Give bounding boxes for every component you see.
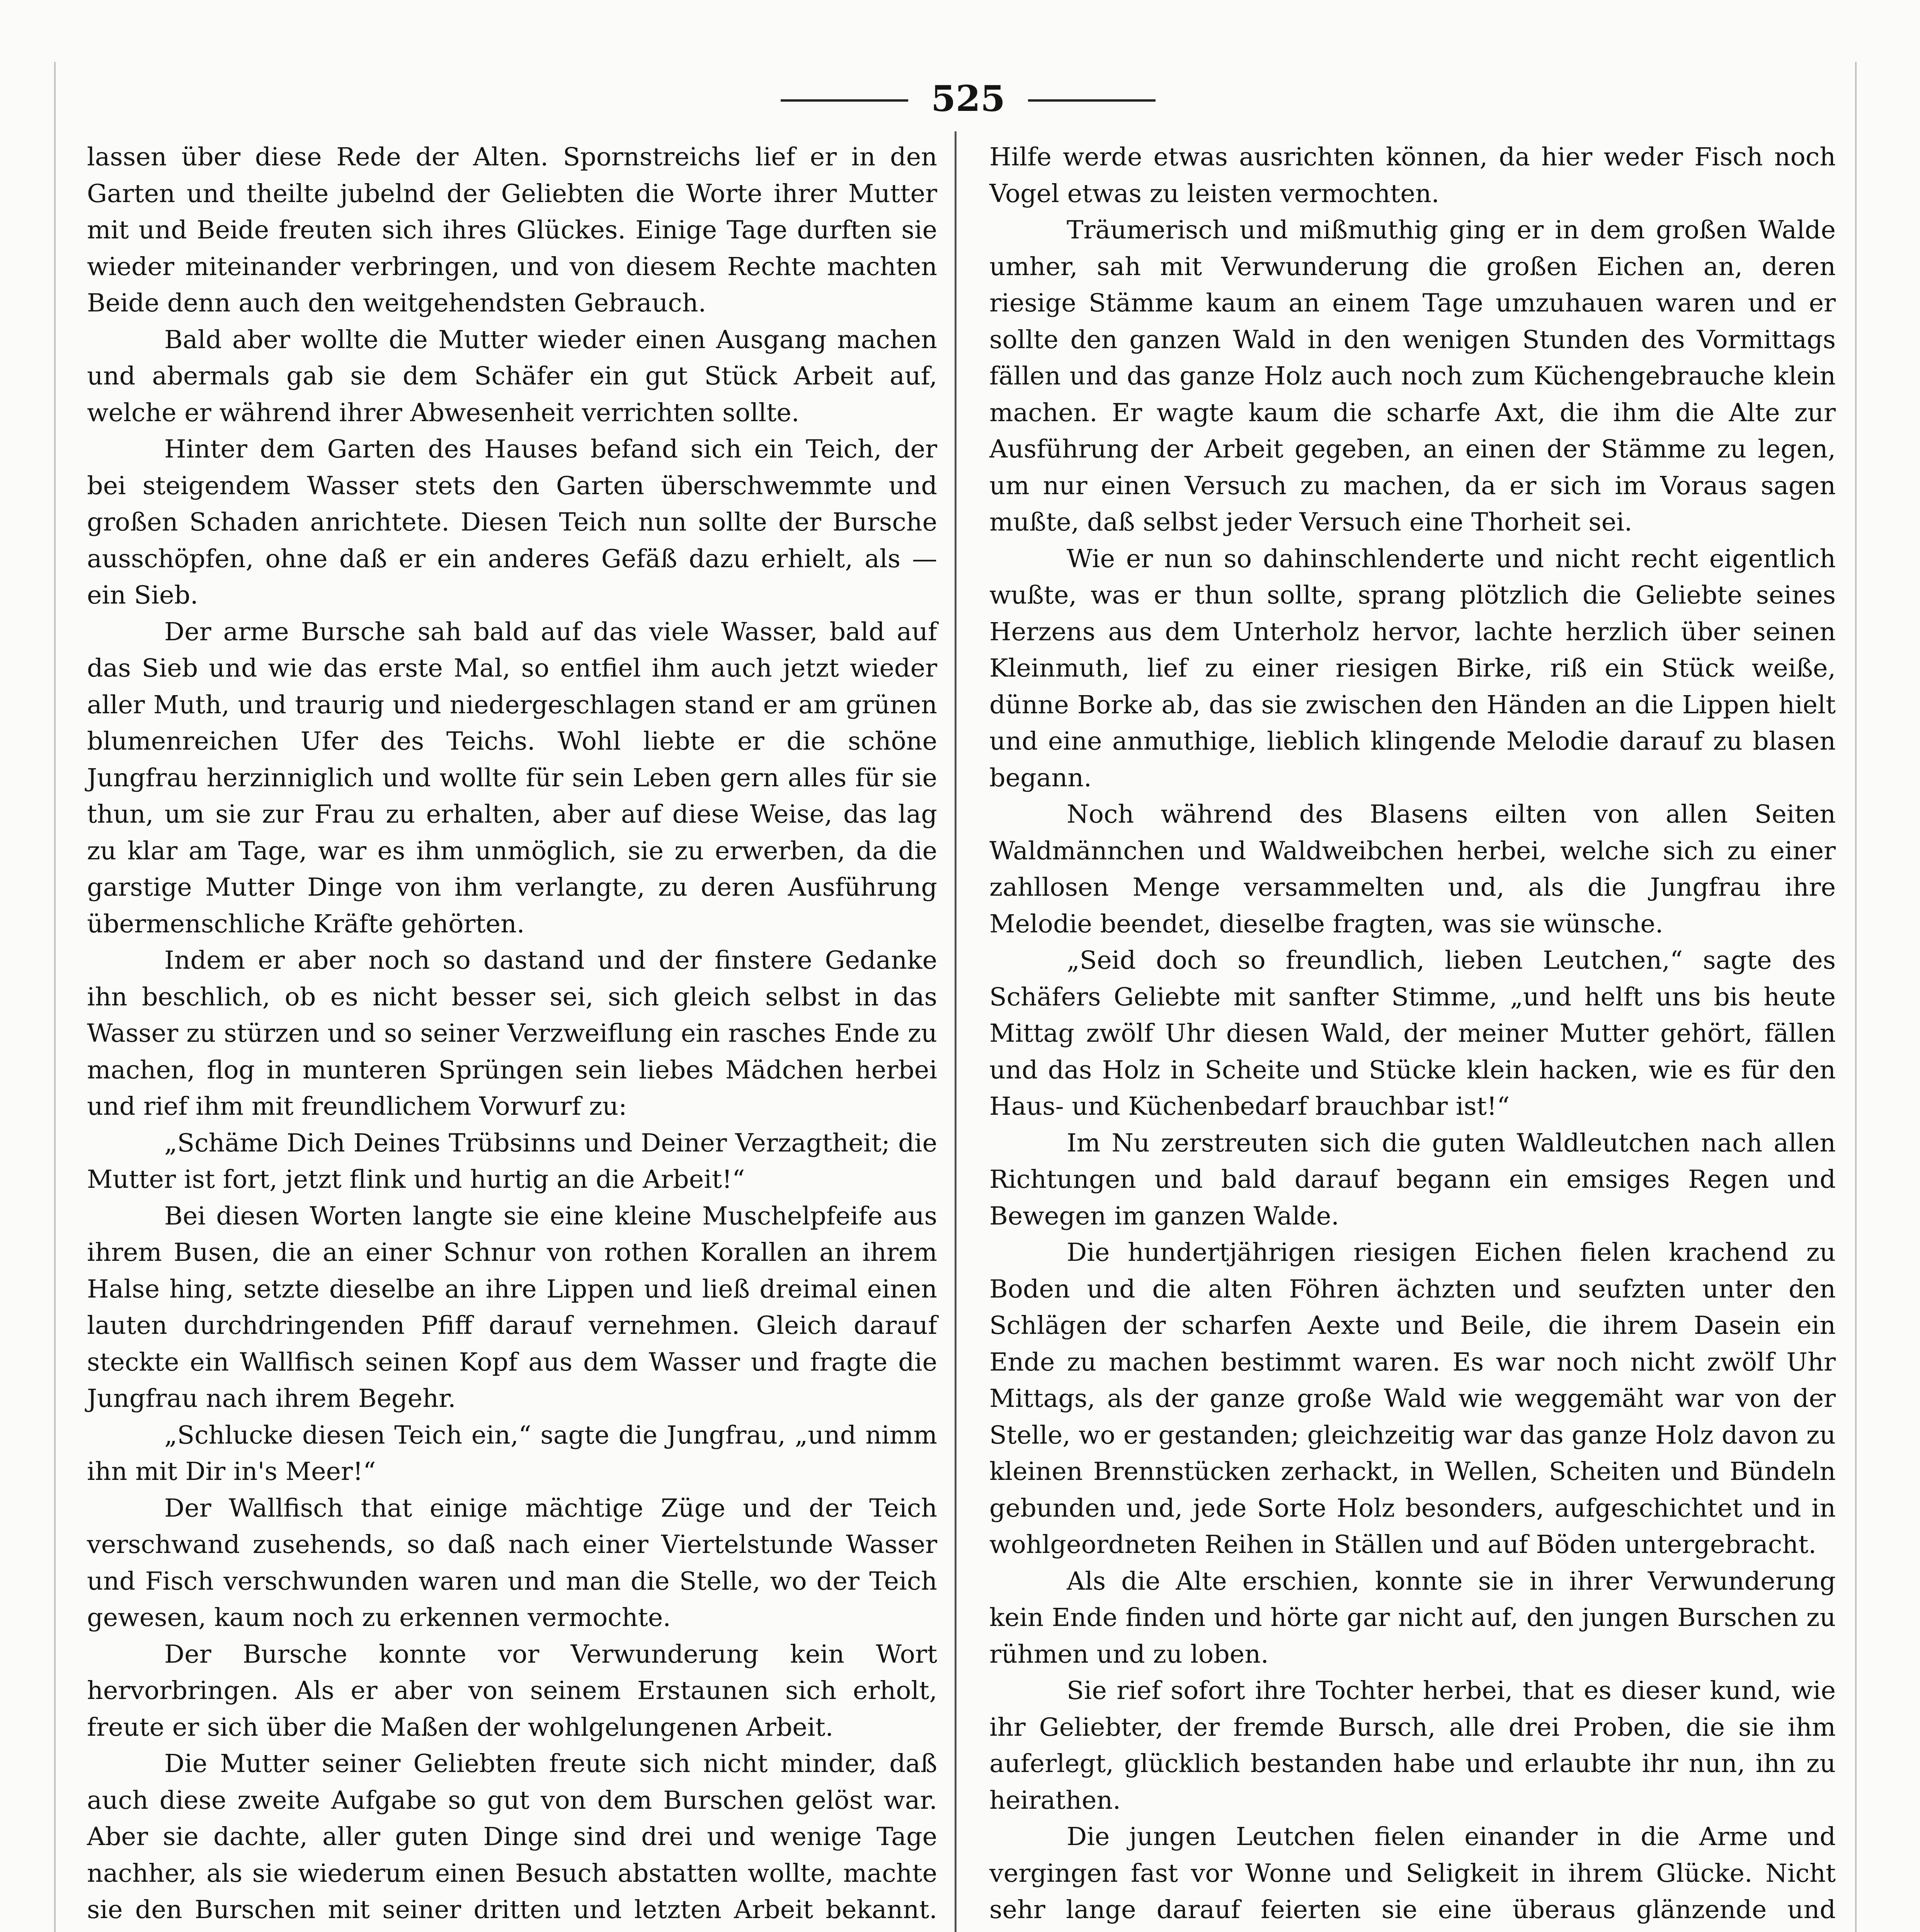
paragraph: lassen über diese Rede der Alten. Spornstreichs lief er in den Garten und theilte jubelnd der Geliebten die Worte ihrer Mutter mit und Beide freuten sich ihres Glückes. Einige Tage durften sie wieder miteinander verbringen, und von diesem Rechte machten Beide denn auch den weitgehendsten Gebrauch. [87,143,937,318]
paragraph: Der arme Bursche sah bald auf das viele Wasser, bald auf das Sieb und wie das erste Mal, so entfiel ihm auch jetzt wieder aller Muth, und traurig und niedergeschlagen stand er am grünen blumenreichen Ufer des Teichs. Wohl liebte er die schöne Jungfrau herzinniglich und wollte für sein Leben gern alles für sie thun, um sie zur Frau zu erhalten, aber auf diese Weise, das lag zu klar am Tage, war es ihm unmöglich, sie zu erwerben, da die garstige Mutter Dinge von ihm verlangte, zu deren Ausführung übermenschliche Kräfte gehörten. [87,617,937,939]
paragraph: Im Nu zerstreuten sich die guten Waldleutchen nach allen Richtungen und bald darauf begann ein emsiges Regen und Bewegen im ganzen Walde. [989,1128,1836,1231]
page-edge-right [1855,62,1857,1932]
paragraph: Indem er aber noch so dastand und der finstere Gedanke ihn beschlich, ob es nicht besser sei, sich gleich selbst in das Wasser zu stürzen und so seiner Verzweiflung ein rasches Ende zu machen, flog in munteren Sprüngen sein liebes Mädchen herbei und rief ihm mit freundlichem Vorwurf zu: [87,946,937,1121]
paragraph: Als die Alte erschien, konnte sie in ihrer Verwunderung kein Ende finden und hörte gar nicht auf, den jungen Burschen zu rühmen und zu loben. [989,1566,1836,1669]
paragraph: Bei diesen Worten langte sie eine kleine Muschelpfeife aus ihrem Busen, die an einer Schnur von rothen Korallen an ihrem Halse hing, setzte dieselbe an ihre Lippen und ließ dreimal einen lauten durchdringenden Pfiff darauf vernehmen. Gleich darauf steckte ein Wallfisch seinen Kopf aus dem Wasser und fragte die Jungfrau nach ihrem Begehr. [87,1201,937,1413]
paragraph: Die jungen Leutchen fielen einander in die Arme und vergingen fast vor Wonne und Seligkeit in ihrem Glücke. Nicht sehr lange darauf feierten sie eine überaus glänzende und [989,1822,1836,1924]
paragraph: Sie rief sofort ihre Tochter herbei, that es dieser kund, wie ihr Geliebter, der fremde Bursch, alle drei Proben, die sie ihm auferlegt, glücklich bestanden habe und erlaubte ihr nun, ihn zu heirathen. [989,1676,1836,1815]
paragraph: Die hundertjährigen riesigen Eichen fielen krachend zu Boden und die alten Föhren ächzten und seufzten unter den Schlägen der scharfen Aexte und Beile, die ihrem Dasein ein Ende zu machen bestimmt waren. Es war noch nicht zwölf Uhr Mittags, als der ganze große Wald wie weggemäht war von der Stelle, wo er gestanden; gleichzeitig war das ganze Holz davon zu kleinen Brennstücken zerhackt, in Wellen, Scheiten und Bündeln gebunden und, jede Sorte Holz besonders, aufgeschichtet und in wohlgeordneten Reihen in Ställen und auf Böden untergebracht. [989,1238,1836,1559]
paragraph: „Schäme Dich Deines Trübsinns und Deiner Verzagtheit; die Mutter ist fort, jetzt flink und hurtig an die Arbeit!“ [87,1128,937,1194]
header-rule-left [781,99,908,102]
paragraph: Hilfe werde etwas ausrichten können, da hier weder Fisch noch Vogel etwas zu leisten vermochten. [989,143,1836,208]
paragraph: Wie er nun so dahinschlenderte und nicht recht eigentlich wußte, was er thun sollte, sprang plötzlich die Geliebte seines Herzens aus dem Unterholz hervor, lachte herzlich über seinen Kleinmuth, lief zu einer riesigen Birke, riß ein Stück weiße, dünne Borke ab, das sie zwischen den Händen an die Lippen hielt und eine anmuthige, lieblich klingende Melodie darauf zu blasen begann. [989,544,1836,793]
paragraph: Der Wallfisch that einige mächtige Züge und der Teich verschwand zusehends, so daß nach einer Viertelstunde Wasser und Fisch verschwunden waren und man die Stelle, wo der Teich gewesen, kaum noch zu erkennen vermochte. [87,1493,937,1632]
paragraph: „Schlucke diesen Teich ein,“ sagte die Jungfrau, „und nimm ihn mit Dir in's Meer!“ [87,1420,937,1486]
right-column [989,139,1836,1932]
paragraph: Der Bursche konnte vor Verwunderung kein Wort hervorbringen. Als er aber von seinem Erstaunen sich erholt, freute er sich über die Maßen der wohlgelungenen Arbeit. [87,1639,937,1742]
paragraph: „Seid doch so freundlich, lieben Leutchen,“ sagte des Schäfers Geliebte mit sanfter Stimme, „und helft uns bis heute Mittag zwölf Uhr diesen Wald, der meiner Mutter gehört, fällen und das Holz in Scheite und Stücke klein hacken, wie es für den Haus- und Küchenbedarf brauchbar ist!“ [989,946,1836,1121]
column-divider [955,131,957,1932]
paragraph: Noch während des Blasens eilten von allen Seiten Waldmännchen und Waldweibchen herbei, welche sich zu einer zahllosen Menge versammelten und, als die Jungfrau ihre Melodie beendet, dieselbe fragten, was sie wünsche. [989,800,1836,939]
page-header [0,75,1920,126]
header-rule-right [1028,99,1156,102]
paragraph: Hinter dem Garten des Hauses befand sich ein Teich, der bei steigendem Wasser stets den Garten überschwemmte und großen Schaden anrichtete. Diesen Teich nun sollte der Bursche ausschöpfen, ohne daß er ein anderes Gefäß dazu erhielt, als — ein Sieb. [87,435,937,610]
paragraph: Bald aber wollte die Mutter wieder einen Ausgang machen und abermals gab sie dem Schäfer ein gut Stück Arbeit auf, welche er während ihrer Abwesenheit verrichten sollte. [87,325,937,427]
left-column [87,139,937,1932]
paragraph: Träumerisch und mißmuthig ging er in dem großen Walde umher, sah mit Verwunderung die großen Eichen an, deren riesige Stämme kaum an einem Tage umzuhauen waren und er sollte den ganzen Wald in den wenigen Stunden des Vormittags fällen und das ganze Holz auch noch zum Küchengebrauche klein machen. Er wagte kaum die scharfe Axt, die ihm die Alte zur Ausführung der Arbeit gegeben, an einen der Stämme zu legen, um nur einen Versuch zu machen, da er sich im Voraus sagen mußte, daß selbst jeder Versuch eine Thorheit sei. [989,216,1836,537]
page-number: 525 [931,78,1006,119]
paragraph: Die Mutter seiner Geliebten freute sich nicht minder, daß auch diese zweite Aufgabe so gut von dem Burschen gelöst war. Aber sie dachte, aller guten Dinge sind drei und wenige Tage nachher, als sie wiederum einen Besuch abstatten wollte, machte sie den Burschen mit seiner dritten und letzten Arbeit bekannt. [87,1749,937,1924]
page-edge-left [54,62,56,1932]
